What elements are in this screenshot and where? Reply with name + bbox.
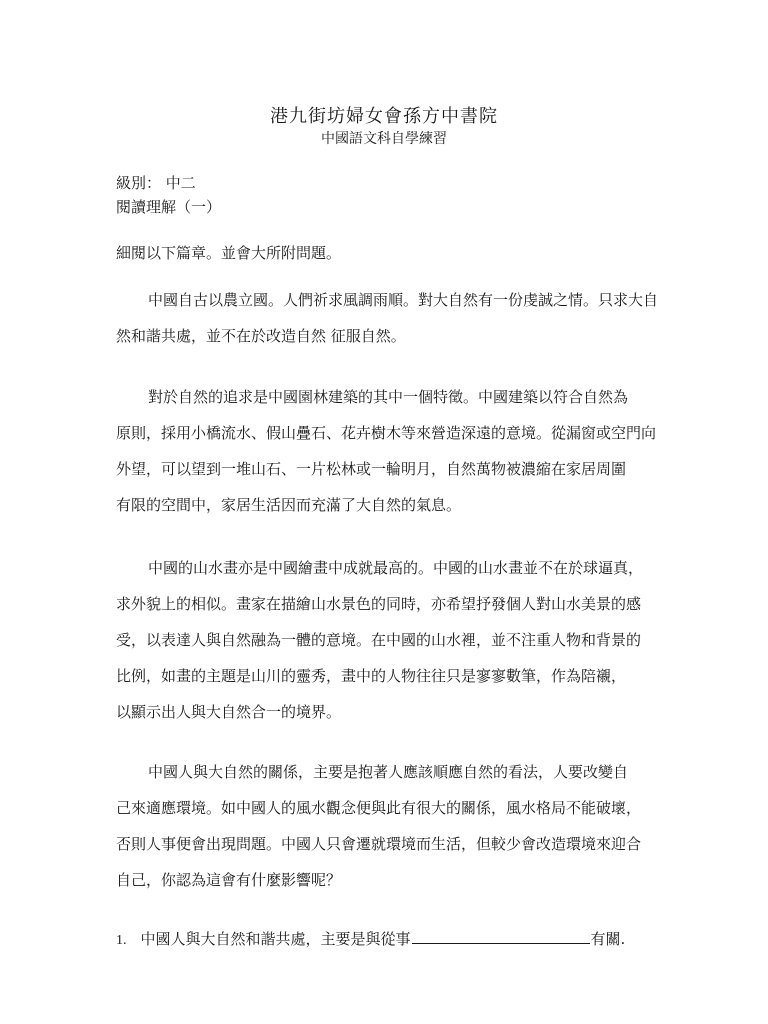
paragraph-line: 以顯示出人與大自然合一的境界。	[116, 703, 342, 721]
question-1	[116, 928, 625, 949]
paragraph-3	[116, 554, 656, 734]
paragraph-line: 有限的空間中，家居生活因而充滿了大自然的氣息。	[116, 496, 462, 514]
question-text-end: 有關.	[590, 930, 626, 948]
paragraph-line: 原則，採用小橋流水、假山疊石、花卉樹木等來營造深遠的意境。從漏窗或空門向	[116, 424, 657, 442]
section-label: 閱讀理解（一）	[116, 198, 222, 216]
paragraph-line: 中國人與大自然的關係，主要是抱著人應該順應自然的看法，人要改變自	[148, 763, 629, 781]
paragraph-line: 對於自然的追求是中國園林建築的其中一個特徵。中國建築以符合自然為	[148, 388, 629, 406]
paragraph-line: 中國自古以農立國。人們祈求風調雨順。對大自然有一份虔誠之情。只求大自	[148, 291, 659, 309]
subject-subtitle: 中國語文科自學練習	[321, 131, 447, 147]
paragraph-line: 外望，可以望到一堆山石、一片松林或一輪明月，自然萬物被濃縮在家居周圍	[116, 460, 627, 478]
school-title: 港九街坊婦女會孫方中書院	[270, 106, 498, 127]
question-number: 1.	[116, 933, 127, 948]
instruction-text: 細閱以下篇章。並會大所附問題。	[116, 244, 342, 262]
paragraph-line: 中國的山水畫亦是中國繪畫中成就最高的。中國的山水畫並不在於球逼真，	[148, 559, 644, 577]
paragraph-line: 己來適應環境。如中國人的風水觀念便與此有很大的關係，風水格局不能破壞，	[116, 799, 642, 817]
paragraph-line: 然和諧共處，並不在於改造自然 征服自然。	[116, 327, 406, 345]
paragraph-2	[116, 383, 656, 527]
paragraph-line: 自己，你認為這會有什麼影響呢？	[116, 871, 342, 889]
level-label: 級別： 中二	[116, 174, 196, 192]
question-text: 中國人與大自然和諧共處，主要是與從事	[140, 930, 411, 948]
paragraph-line: 否則人事便會出現問題。中國人只會遷就環境而生活，但較少會改造環境來迎合	[116, 835, 642, 853]
paragraph-line: 比例，如畫的主題是山川的靈秀，畫中的人物往往只是寥寥數筆，作為陪襯，	[116, 667, 627, 685]
paragraph-line: 求外貌上的相似。畫家在描繪山水景色的同時，亦希望抒發個人對山水美景的感	[116, 595, 642, 613]
answer-blank[interactable]	[412, 929, 590, 944]
paragraph-4	[116, 758, 656, 902]
paragraph-1	[116, 286, 659, 358]
paragraph-line: 受，以表達人與自然融為一體的意境。在中國的山水裡，並不注重人物和背景的	[116, 631, 642, 649]
